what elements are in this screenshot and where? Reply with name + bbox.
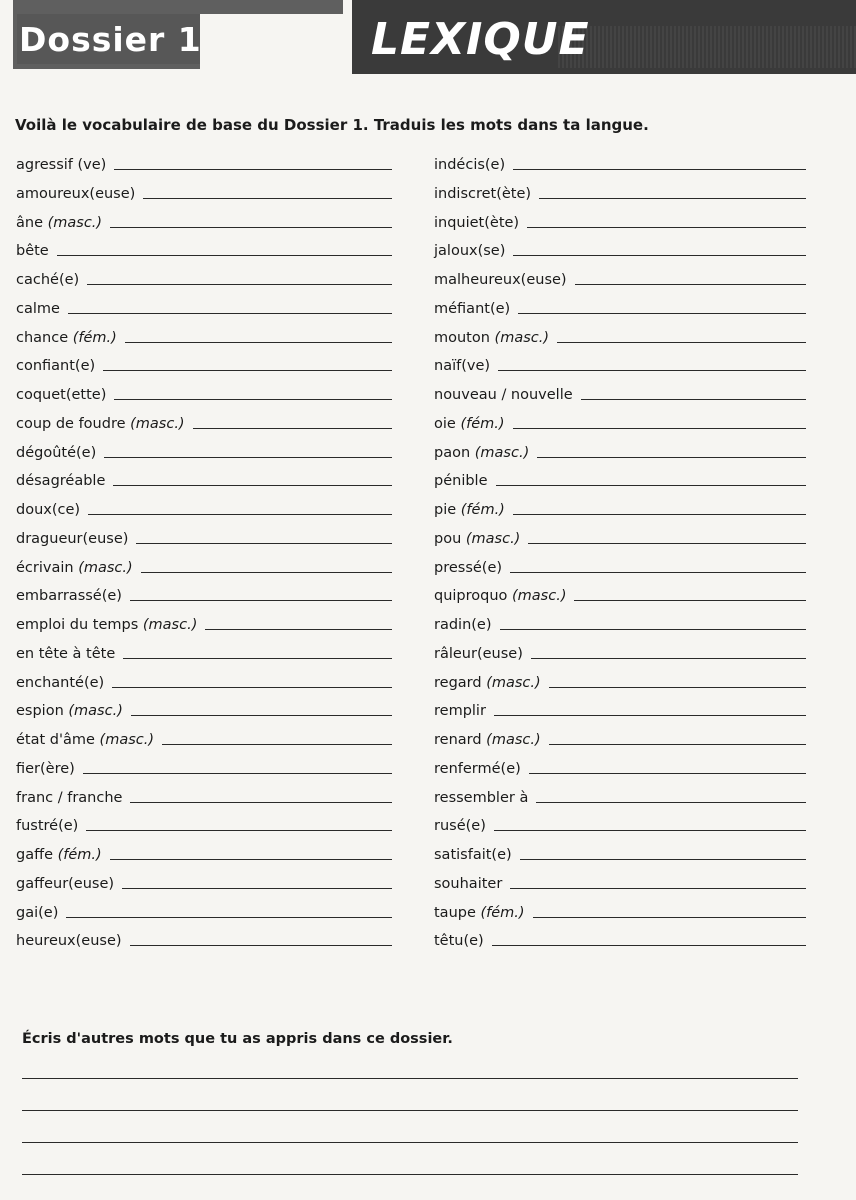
translation-field[interactable] <box>66 901 392 918</box>
translation-field[interactable] <box>527 211 806 228</box>
translation-field[interactable] <box>494 699 806 716</box>
gender-note: (fém.) <box>57 847 102 863</box>
vocab-row <box>16 611 392 633</box>
vocab-row <box>16 209 392 231</box>
translation-field[interactable] <box>110 843 392 860</box>
vocab-word <box>16 473 113 489</box>
header-texture <box>556 26 856 68</box>
vocab-word <box>434 933 492 949</box>
vocab-row <box>434 295 806 317</box>
instruction-text: Voilà le vocabulaire de base du Dossier 1. Traduis les mots dans ta langue. <box>15 116 649 134</box>
gender-note: (masc.) <box>486 732 541 748</box>
gender-note: (masc.) <box>130 415 185 432</box>
vocab-term: râleur(euse) <box>434 645 523 662</box>
vocab-word <box>16 646 123 662</box>
vocab-term: souhaiter <box>434 875 503 892</box>
translation-field[interactable] <box>125 326 392 343</box>
translation-field[interactable] <box>494 814 806 831</box>
vocab-row <box>16 151 392 173</box>
vocab-row <box>434 927 806 949</box>
vocab-term: indécis(e) <box>434 157 506 173</box>
translation-field[interactable] <box>88 498 392 515</box>
vocab-term: têtu(e) <box>434 933 484 950</box>
vocab-row <box>16 669 392 691</box>
vocab-word <box>434 330 557 346</box>
vocab-row <box>16 237 392 259</box>
vocab-term: dégoûté(e) <box>16 444 97 461</box>
vocab-row <box>16 180 392 202</box>
translation-field[interactable] <box>162 728 392 745</box>
gender-note: (masc.) <box>99 732 154 748</box>
vocab-row <box>16 582 392 604</box>
vocab-word <box>434 215 527 231</box>
translation-field[interactable] <box>528 527 806 544</box>
vocab-row <box>16 410 392 432</box>
vocab-word <box>16 157 114 173</box>
vocab-word <box>16 243 57 259</box>
translation-field[interactable] <box>500 613 806 630</box>
translation-field[interactable] <box>531 642 806 659</box>
translation-field[interactable] <box>498 354 806 371</box>
vocab-term: enchanté(e) <box>16 674 105 691</box>
vocab-row <box>434 525 806 547</box>
gender-note: (fém.) <box>460 502 505 518</box>
other-words-line[interactable] <box>22 1124 798 1143</box>
translation-field[interactable] <box>68 297 392 314</box>
vocab-word <box>434 703 494 719</box>
translation-field[interactable] <box>574 584 806 601</box>
vocab-word <box>16 588 130 604</box>
vocab-term: caché(e) <box>16 272 80 288</box>
vocab-word <box>434 818 494 834</box>
translation-field[interactable] <box>143 182 392 199</box>
vocab-row <box>16 640 392 662</box>
vocab-row <box>434 812 806 834</box>
vocab-term: taupe <box>434 904 476 921</box>
other-words-line[interactable] <box>22 1060 798 1079</box>
vocab-term: état d'âme <box>16 732 95 748</box>
vocab-term: oie <box>434 415 456 432</box>
vocab-term: emploi du temps <box>16 617 139 633</box>
vocab-word <box>434 473 496 489</box>
vocab-word <box>16 905 66 921</box>
vocab-word <box>434 617 500 633</box>
translation-field[interactable] <box>193 412 392 429</box>
translation-field[interactable] <box>510 556 806 573</box>
vocab-term: regard <box>434 674 482 691</box>
vocab-row <box>434 640 806 662</box>
gender-note: (masc.) <box>68 703 123 720</box>
vocab-term: gaffe <box>16 847 54 863</box>
vocab-row <box>16 755 392 777</box>
vocab-word <box>434 416 513 432</box>
vocab-word <box>16 933 130 949</box>
vocab-term: espion <box>16 703 64 720</box>
vocab-row <box>434 496 806 518</box>
vocab-term: gaffeur(euse) <box>16 875 115 892</box>
vocab-term: radin(e) <box>434 617 492 633</box>
vocab-row <box>434 324 806 346</box>
vocab-word <box>16 790 130 806</box>
vocab-row <box>434 237 806 259</box>
vocab-word <box>434 157 513 173</box>
vocab-row <box>16 870 392 892</box>
translation-field[interactable] <box>529 757 806 774</box>
translation-field[interactable] <box>536 786 806 803</box>
translation-field[interactable] <box>575 268 806 285</box>
other-words-line[interactable] <box>22 1156 798 1175</box>
translation-field[interactable] <box>549 728 806 745</box>
translation-field[interactable] <box>122 872 392 889</box>
vocab-word <box>16 301 68 317</box>
vocab-row <box>434 467 806 489</box>
vocab-term: indiscret(ète) <box>434 185 532 202</box>
vocab-term: désagréable <box>16 473 106 490</box>
vocab-word <box>434 502 513 518</box>
vocab-word <box>16 876 122 892</box>
vocab-word <box>434 790 536 806</box>
vocab-word <box>16 617 205 633</box>
vocab-row <box>16 812 392 834</box>
vocab-term: gai(e) <box>16 904 59 921</box>
vocab-term: chance <box>16 329 69 346</box>
vocab-word <box>16 703 131 719</box>
vocab-row <box>434 899 806 921</box>
vocab-word <box>434 675 549 691</box>
vocab-word <box>434 387 581 403</box>
vocab-row <box>434 784 806 806</box>
gender-note: (fém.) <box>460 415 505 432</box>
vocab-term: embarrassé(e) <box>16 588 122 605</box>
vocab-row <box>434 352 806 374</box>
vocab-word <box>16 445 104 461</box>
translation-field[interactable] <box>141 556 392 573</box>
header-tab-notch <box>200 14 343 69</box>
gender-note: (masc.) <box>474 444 530 461</box>
vocab-row <box>434 870 806 892</box>
gender-note: (masc.) <box>494 329 550 346</box>
translation-field[interactable] <box>114 153 392 170</box>
vocab-word <box>434 186 539 202</box>
vocab-row <box>16 324 392 346</box>
vocab-row <box>434 410 806 432</box>
vocab-word <box>16 531 136 547</box>
vocab-row <box>16 352 392 374</box>
vocab-term: remplir <box>434 703 486 720</box>
vocab-term: fustré(e) <box>16 818 79 835</box>
translation-field[interactable] <box>510 872 806 889</box>
translation-field[interactable] <box>130 584 392 601</box>
vocab-word <box>434 876 510 892</box>
vocab-word <box>16 847 110 863</box>
vocab-word <box>16 560 141 576</box>
translation-field[interactable] <box>539 182 806 199</box>
translation-field[interactable] <box>520 843 806 860</box>
vocab-row <box>16 525 392 547</box>
vocab-term: dragueur(euse) <box>16 530 129 547</box>
vocab-term: renfermé(e) <box>434 760 521 777</box>
vocab-word <box>434 243 513 259</box>
vocab-term: mouton <box>434 329 490 346</box>
vocab-term: renard <box>434 732 482 748</box>
vocab-word <box>434 761 529 777</box>
vocab-term: écrivain <box>16 559 74 576</box>
gender-note: (fém.) <box>72 329 117 346</box>
translation-field[interactable] <box>57 239 392 256</box>
vocab-term: agressif (ve) <box>16 157 107 173</box>
gender-note: (masc.) <box>142 617 198 633</box>
translation-field[interactable] <box>104 441 392 458</box>
translation-field[interactable] <box>513 153 806 170</box>
other-words-prompt: Écris d'autres mots que tu as appris dans ce dossier. <box>22 1031 453 1047</box>
gender-note: (masc.) <box>78 559 133 576</box>
vocab-term: coquet(ette) <box>16 387 107 403</box>
vocab-row <box>16 697 392 719</box>
translation-field[interactable] <box>549 671 806 688</box>
vocab-row <box>16 439 392 461</box>
gender-note: (masc.) <box>486 674 541 691</box>
gender-note: (masc.) <box>465 530 521 547</box>
vocab-term: inquiet(ète) <box>434 214 520 231</box>
translation-field[interactable] <box>103 354 392 371</box>
gender-note: (masc.) <box>512 588 567 605</box>
translation-field[interactable] <box>83 757 392 774</box>
vocab-row <box>434 439 806 461</box>
vocab-row <box>16 467 392 489</box>
vocab-word <box>16 330 125 346</box>
vocab-term: méfiant(e) <box>434 300 511 317</box>
translation-field[interactable] <box>518 297 806 314</box>
vocab-row <box>434 209 806 231</box>
vocab-word <box>16 818 86 834</box>
translation-field[interactable] <box>110 211 392 228</box>
vocab-row <box>434 266 806 288</box>
vocab-row <box>16 266 392 288</box>
translation-field[interactable] <box>87 268 392 285</box>
vocab-row <box>16 899 392 921</box>
vocab-term: coup de foudre <box>16 415 126 432</box>
vocab-term: satisfait(e) <box>434 847 512 863</box>
vocab-term: pressé(e) <box>434 559 503 576</box>
vocab-term: pou <box>434 530 462 547</box>
vocab-row <box>434 554 806 576</box>
vocab-word <box>16 416 193 432</box>
vocab-row <box>16 841 392 863</box>
translation-field[interactable] <box>533 901 806 918</box>
vocab-term: nouveau / nouvelle <box>434 387 573 403</box>
vocab-word <box>434 646 531 662</box>
vocab-term: amoureux(euse) <box>16 185 136 202</box>
vocab-row <box>434 582 806 604</box>
vocab-row <box>434 381 806 403</box>
translation-field[interactable] <box>513 412 806 429</box>
vocab-word <box>434 445 537 461</box>
translation-field[interactable] <box>205 613 392 630</box>
vocab-word <box>16 502 88 518</box>
vocab-word <box>434 272 575 288</box>
vocab-row <box>16 496 392 518</box>
translation-field[interactable] <box>112 671 392 688</box>
vocab-term: heureux(euse) <box>16 933 122 950</box>
translation-field[interactable] <box>513 498 806 515</box>
gender-note: (masc.) <box>47 214 103 231</box>
vocab-row <box>16 381 392 403</box>
other-words-line[interactable] <box>22 1092 798 1111</box>
vocab-term: franc / franche <box>16 789 123 806</box>
vocab-word <box>434 531 528 547</box>
vocab-word <box>16 358 103 374</box>
translation-field[interactable] <box>123 642 392 659</box>
vocab-word <box>16 186 143 202</box>
vocab-term: fier(ère) <box>16 760 75 777</box>
translation-field[interactable] <box>114 383 392 400</box>
vocab-term: bête <box>16 243 49 260</box>
translation-field[interactable] <box>136 527 392 544</box>
vocab-row <box>16 295 392 317</box>
vocab-term: naïf(ve) <box>434 358 491 375</box>
translation-field[interactable] <box>492 929 806 946</box>
vocab-word <box>16 732 162 748</box>
vocab-row <box>16 554 392 576</box>
vocab-term: pénible <box>434 473 488 490</box>
vocab-term: quiproquo <box>434 588 508 605</box>
vocab-word <box>434 847 520 863</box>
vocab-row <box>16 927 392 949</box>
vocab-word <box>434 588 574 604</box>
translation-field[interactable] <box>557 326 806 343</box>
vocab-term: calme <box>16 300 60 317</box>
translation-field[interactable] <box>86 814 392 831</box>
translation-field[interactable] <box>537 441 806 458</box>
vocab-term: malheureux(euse) <box>434 272 567 288</box>
vocab-row <box>434 180 806 202</box>
section-title: LEXIQUE <box>371 14 590 65</box>
vocab-word <box>434 301 518 317</box>
vocab-word <box>434 732 549 748</box>
vocab-word <box>434 560 510 576</box>
vocab-row <box>16 784 392 806</box>
vocab-row <box>434 611 806 633</box>
vocab-row <box>434 755 806 777</box>
vocab-word <box>16 215 110 231</box>
vocab-term: en tête à tête <box>16 645 116 662</box>
translation-field[interactable] <box>113 469 392 486</box>
vocab-term: doux(ce) <box>16 502 81 518</box>
vocab-row <box>434 841 806 863</box>
vocab-word <box>16 272 87 288</box>
translation-field[interactable] <box>130 786 392 803</box>
gender-note: (fém.) <box>480 904 525 921</box>
vocab-row <box>434 697 806 719</box>
translation-field[interactable] <box>131 699 392 716</box>
translation-field[interactable] <box>513 239 806 256</box>
vocab-term: ressembler à <box>434 789 529 806</box>
vocab-term: confiant(e) <box>16 358 96 375</box>
vocab-word <box>434 358 498 374</box>
vocab-word <box>434 905 533 921</box>
vocab-term: paon <box>434 444 471 461</box>
vocab-row <box>16 726 392 748</box>
vocab-word <box>16 387 114 403</box>
vocab-term: jaloux(se) <box>434 243 506 260</box>
vocab-term: pie <box>434 502 457 518</box>
vocab-word <box>16 761 83 777</box>
translation-field[interactable] <box>130 929 392 946</box>
vocab-row <box>434 669 806 691</box>
vocab-row <box>434 151 806 173</box>
vocab-term: rusé(e) <box>434 818 486 835</box>
translation-field[interactable] <box>581 383 806 400</box>
vocab-term: âne <box>16 214 43 231</box>
translation-field[interactable] <box>496 469 807 486</box>
dossier-title: Dossier 1 <box>19 20 202 59</box>
vocab-row <box>434 726 806 748</box>
vocab-word <box>16 675 112 691</box>
